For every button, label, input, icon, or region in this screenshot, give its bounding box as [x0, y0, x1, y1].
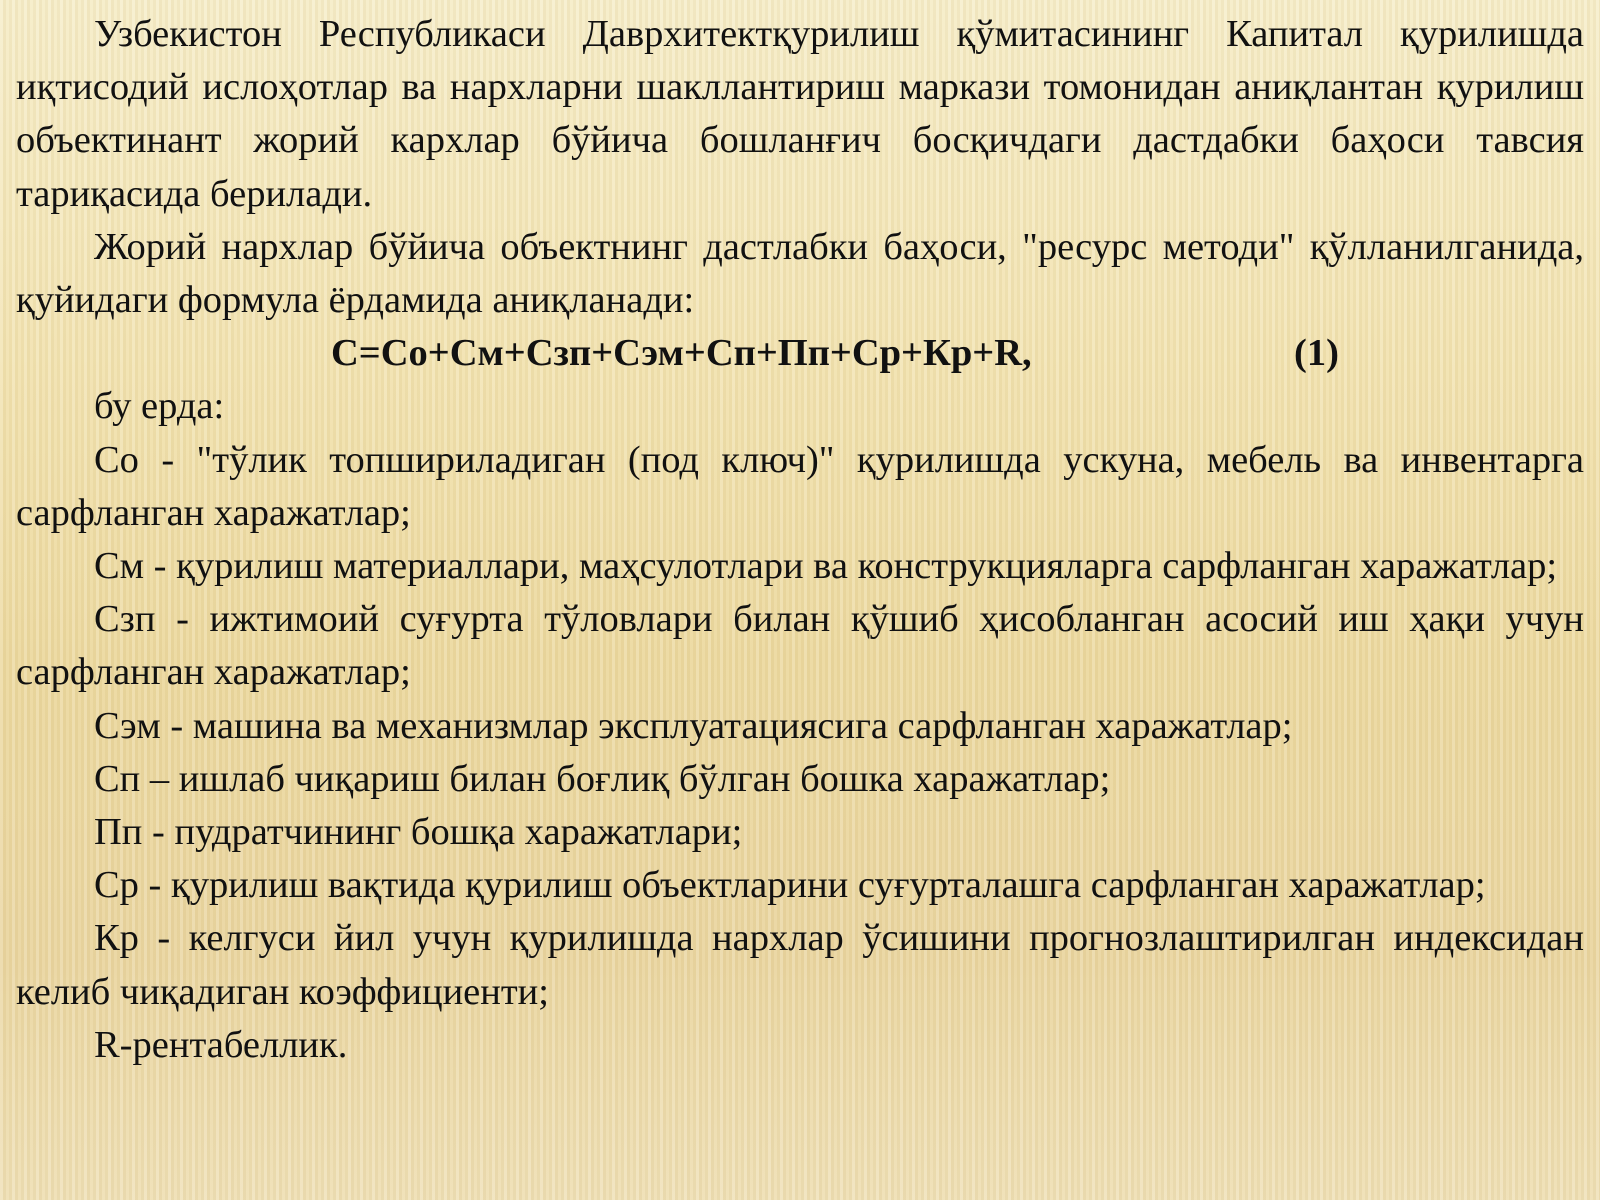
- definition-cm: См - қурилиш материаллари, маҳсулотлари ва конструкцияларга сарфланган харажатлар;: [94, 545, 1558, 588]
- method-paragraph: Жорий нархлар бўйича объектнинг дастлабки баҳоси, "ресурс методи" қўлланилганида, қуйидаги формула ёрдамида аниқланади:: [16, 225, 1584, 322]
- definition-co: Со - "тўлик топшириладиган (под ключ)" қурилишда ускуна, мебель ва инвентарга сарфланган харажатлар;: [16, 438, 1584, 534]
- definition-kr: Кр - келгуси йил учун қурилишда нархлар ўсишини прогнозлаштирилган индексидан келиб чиқадиган коэффициенти;: [16, 917, 1584, 1013]
- definition-cp: Сп – ишлаб чиқариш билан боғлиқ бўлган бошка харажатлар;: [94, 757, 1111, 800]
- where-label: бу ерда:: [94, 385, 225, 428]
- definition-r: R-рентабеллик.: [94, 1023, 348, 1066]
- definition-czp: Сзп - ижтимоий суғурта тўловлари билан қўшиб ҳисобланган асосий иш ҳақи учун сарфланган харажатлар;: [16, 598, 1584, 694]
- definition-cem: Сэм - машина ва механизмлар эксплуатациясига сарфланган харажатлар;: [94, 704, 1293, 747]
- cost-formula: [16, 327, 1584, 380]
- document-slide: [16, 8, 1584, 1072]
- definition-cr: Ср - қурилиш вақтида қурилиш объектларини суғурталашга сарфланган харажатлар;: [94, 864, 1486, 907]
- formula-expression: С=Со+См+Сзп+Сэм+Сп+Пп+Ср+Кр+R,: [331, 332, 1032, 375]
- definition-pp: Пп - пудратчининг бошқа харажатлари;: [94, 811, 743, 854]
- intro-paragraph: Узбекистон Республикаси Даврхитектқурилиш қўмитасининг Капитал қурилишда иқтисодий ислоҳотлар ва нархларни шакллантириш маркази томонидан аниқлантан қурилиш объектинант жорий кархлар бўйича бошланғич босқичдаги дастдабки баҳоси тавсия тариқасида берилади.: [16, 13, 1584, 215]
- formula-number: (1): [1294, 332, 1339, 375]
